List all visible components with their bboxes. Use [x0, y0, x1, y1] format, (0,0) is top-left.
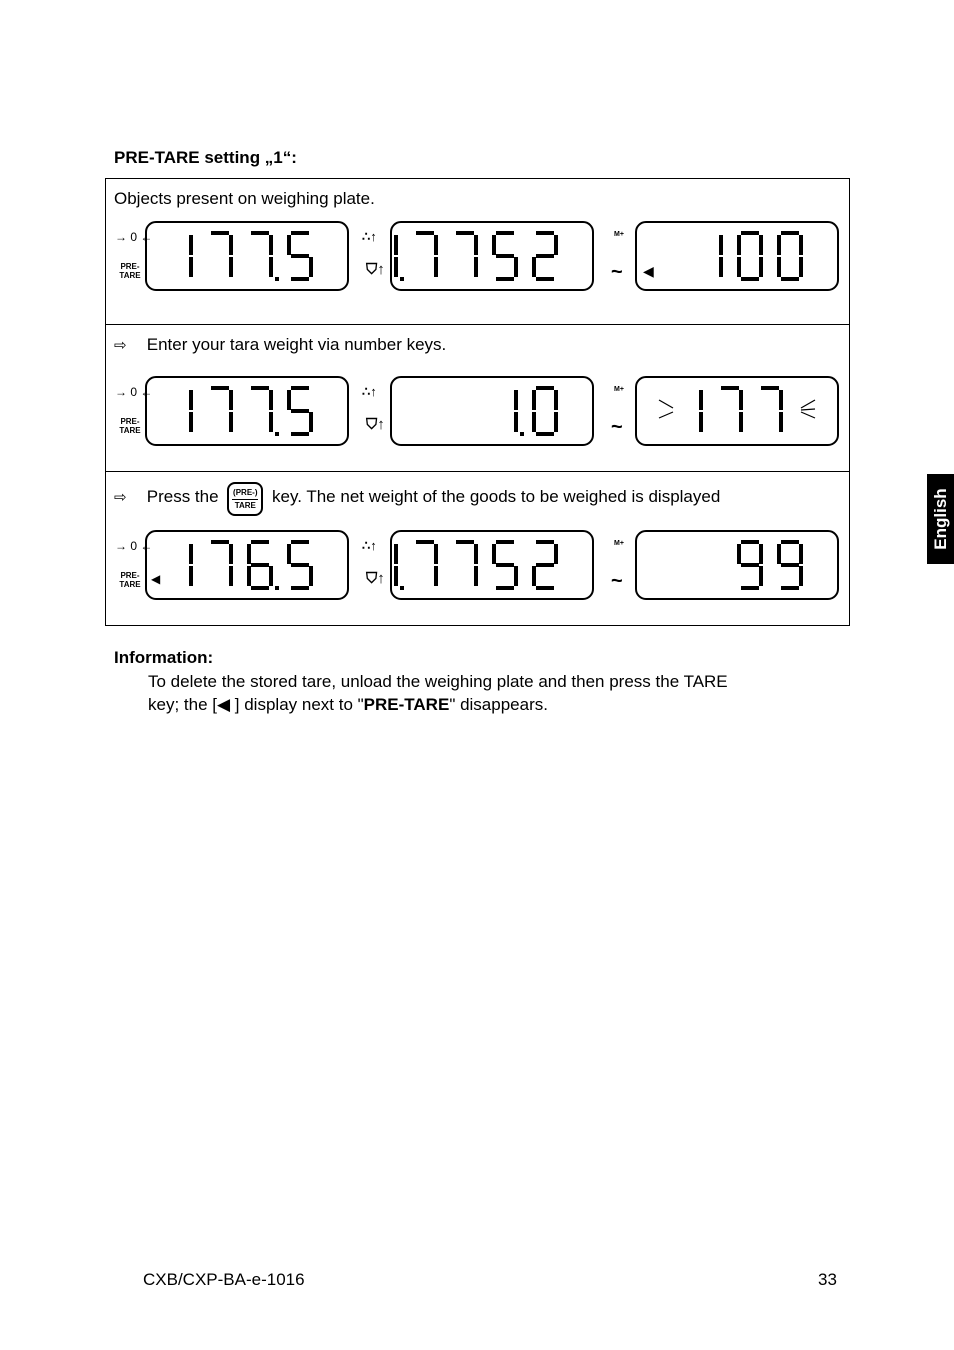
- language-side-tab: [927, 474, 954, 564]
- unit-weight-readout: [372, 226, 572, 286]
- segment-c: [394, 257, 398, 277]
- segment-a: [291, 540, 309, 544]
- segment-a: [291, 386, 309, 390]
- segment-f: [492, 544, 496, 564]
- weight-readout: [167, 381, 327, 441]
- digit-7: [456, 231, 478, 277]
- digit-0: [737, 231, 763, 281]
- segment-a: [251, 231, 269, 235]
- segment-f: [777, 544, 781, 564]
- count-display: [635, 376, 839, 446]
- segment-g: [251, 563, 269, 567]
- segment-d: [536, 432, 554, 436]
- segment-c: [189, 566, 193, 586]
- segment-c: [779, 412, 783, 432]
- segment-c: [269, 412, 273, 432]
- pretare-label-line2: TARE: [119, 426, 141, 435]
- segment-a: [211, 386, 229, 390]
- digit-1: [394, 235, 404, 281]
- pretare-active-marker-icon: ◀: [151, 572, 161, 586]
- piece-count-icon: ∴↑: [362, 538, 377, 553]
- segment-b: [779, 390, 783, 410]
- row-3-text-post: key. The net weight of the goods to be weighed is displayed: [272, 487, 721, 506]
- segment-c: [434, 566, 438, 586]
- digit-1: [719, 235, 723, 277]
- digit-1: [514, 390, 524, 436]
- zero-indicator-label: → 0 ←: [115, 385, 153, 399]
- segment-d: [496, 586, 514, 590]
- segment-c: [474, 566, 478, 586]
- digit-9: [737, 540, 763, 590]
- segment-b: [394, 235, 398, 255]
- segment-b: [434, 544, 438, 564]
- information-text: [148, 670, 848, 716]
- segment-b: [189, 390, 193, 410]
- information-line-1: To delete the stored tare, unload the weighing plate and then press the TARE: [148, 672, 728, 691]
- segment-a: [496, 540, 514, 544]
- reference-weight-icon: ⛉↑: [366, 416, 385, 433]
- memory-plus-label: M+: [614, 386, 624, 393]
- unit-weight-display: [390, 530, 594, 600]
- segment-b: [554, 235, 558, 255]
- segment-a: [251, 386, 269, 390]
- segment-b: [719, 235, 723, 255]
- piece-count-icon: ∴↑: [362, 384, 377, 399]
- segment-e: [247, 566, 251, 586]
- document-code: CXB/CXP-BA-e-1016: [143, 1270, 305, 1289]
- segment-c: [269, 566, 273, 586]
- segment-g: [291, 409, 309, 413]
- segment-c: [309, 257, 313, 277]
- segment-b: [554, 390, 558, 410]
- segment-b: [474, 235, 478, 255]
- segment-f: [492, 235, 496, 255]
- pretare-indicator-label: [116, 417, 144, 435]
- segment-f: [247, 544, 251, 564]
- pre-tare-key-icon: [227, 482, 263, 516]
- blink-mark: [801, 412, 815, 418]
- segment-c: [229, 257, 233, 277]
- decimal-point: [400, 277, 404, 281]
- weight-display: [145, 376, 349, 446]
- segment-e: [532, 566, 536, 586]
- segment-g: [741, 563, 759, 567]
- digit-7: [211, 540, 233, 586]
- segment-f: [287, 235, 291, 255]
- digit-7: [416, 231, 438, 277]
- digit-0: [532, 386, 558, 436]
- segment-b: [269, 390, 273, 410]
- segment-g: [781, 563, 799, 567]
- segment-a: [741, 231, 759, 235]
- information-line-2: key; the [◀ ] display next to "PRE-TARE" disappears.: [148, 695, 548, 714]
- segment-g: [536, 563, 554, 567]
- segment-c: [229, 566, 233, 586]
- segment-g: [291, 254, 309, 258]
- segment-b: [759, 544, 763, 564]
- pretare-label-line2: TARE: [119, 271, 141, 280]
- digit-5: [492, 231, 518, 281]
- segment-a: [291, 231, 309, 235]
- pretare-marker-icon: ◀: [216, 695, 231, 714]
- segment-b: [799, 544, 803, 564]
- segment-a: [536, 540, 554, 544]
- language-side-tab-label: English: [930, 488, 950, 550]
- segment-g: [291, 563, 309, 567]
- segment-d: [781, 277, 799, 281]
- digit-5: [287, 386, 313, 436]
- digit-9: [777, 540, 803, 590]
- segment-b: [269, 235, 273, 255]
- segment-e: [777, 257, 781, 277]
- segment-a: [536, 231, 554, 235]
- digit-1: [394, 544, 404, 590]
- stability-tilde-icon: ~: [611, 261, 623, 283]
- segment-g: [536, 254, 554, 258]
- pre-tare-key-line1: (PRE-): [232, 486, 258, 500]
- segment-e: [532, 257, 536, 277]
- segment-f: [737, 544, 741, 564]
- digit-0: [777, 231, 803, 281]
- segment-d: [741, 586, 759, 590]
- digit-5: [287, 231, 313, 281]
- arrow-right-icon: ⇨: [114, 489, 127, 506]
- segment-b: [229, 235, 233, 255]
- decimal-point: [400, 586, 404, 590]
- segment-c: [269, 257, 273, 277]
- segment-c: [514, 412, 518, 432]
- pretare-indicator-label: [116, 571, 144, 589]
- segment-a: [741, 540, 759, 544]
- segment-d: [536, 586, 554, 590]
- segment-c: [514, 566, 518, 586]
- segment-a: [781, 231, 799, 235]
- segment-a: [496, 231, 514, 235]
- digit-2: [532, 231, 558, 281]
- segment-d: [251, 586, 269, 590]
- segment-b: [699, 390, 703, 410]
- segment-f: [737, 235, 741, 255]
- segment-c: [189, 257, 193, 277]
- digit-1: [699, 390, 703, 432]
- segment-c: [474, 257, 478, 277]
- segment-b: [514, 390, 518, 410]
- digit-7: [456, 540, 478, 586]
- weight-display: [145, 221, 349, 291]
- unit-weight-display: [390, 221, 594, 291]
- segment-b: [229, 544, 233, 564]
- segment-c: [799, 257, 803, 277]
- row-2-text: Enter your tara weight via number keys.: [146, 335, 447, 354]
- segment-c: [514, 257, 518, 277]
- segment-b: [229, 390, 233, 410]
- decimal-point: [275, 586, 279, 590]
- segment-b: [394, 544, 398, 564]
- count-readout: [697, 226, 817, 286]
- digit-1: [189, 544, 193, 586]
- digit-1: [189, 235, 193, 277]
- pretare-label-line1: PRE-: [120, 571, 140, 580]
- count-marker-icon: ◀: [643, 263, 654, 279]
- page-heading: PRE-TARE setting „1“:: [114, 148, 297, 167]
- segment-c: [759, 257, 763, 277]
- count-display: [635, 530, 839, 600]
- segment-a: [721, 386, 739, 390]
- segment-b: [434, 235, 438, 255]
- segment-a: [211, 231, 229, 235]
- unit-weight-readout: [372, 535, 572, 595]
- segment-d: [291, 277, 309, 281]
- information-title: Information:: [114, 648, 214, 667]
- weight-display: [145, 530, 349, 600]
- unit-weight-display: [390, 376, 594, 446]
- segment-b: [474, 544, 478, 564]
- segment-c: [309, 566, 313, 586]
- segment-c: [189, 412, 193, 432]
- segment-f: [532, 390, 536, 410]
- row-divider: [106, 324, 849, 325]
- segment-c: [434, 257, 438, 277]
- stability-tilde-icon: ~: [611, 570, 623, 592]
- segment-d: [291, 586, 309, 590]
- segment-a: [416, 231, 434, 235]
- digit-7: [251, 386, 279, 436]
- segment-a: [781, 540, 799, 544]
- segment-a: [251, 540, 269, 544]
- pre-tare-key-line2: TARE: [234, 501, 256, 510]
- segment-b: [799, 235, 803, 255]
- segment-g: [496, 254, 514, 258]
- segment-d: [291, 432, 309, 436]
- reference-weight-icon: ⛉↑: [366, 261, 385, 278]
- segment-d: [741, 277, 759, 281]
- digit-7: [251, 231, 279, 281]
- arrow-right-icon: ⇨: [114, 337, 127, 354]
- segment-f: [777, 235, 781, 255]
- zero-indicator-label: → 0 ←: [115, 230, 153, 244]
- reference-weight-icon: ⛉↑: [366, 570, 385, 587]
- blink-mark: [659, 400, 673, 408]
- digit-6: [247, 540, 279, 590]
- row-3-text-pre: Press the: [146, 487, 219, 506]
- segment-e: [532, 412, 536, 432]
- stability-tilde-icon: ~: [611, 416, 623, 438]
- pretare-label-line2: TARE: [119, 580, 141, 589]
- digit-7: [416, 540, 438, 586]
- piece-count-icon: ∴↑: [362, 229, 377, 244]
- blink-mark: [801, 400, 815, 408]
- digit-7: [761, 386, 783, 432]
- segment-d: [781, 586, 799, 590]
- digit-1: [189, 390, 193, 432]
- segment-b: [739, 390, 743, 410]
- row-2-instruction: [114, 335, 446, 355]
- blink-mark: [659, 412, 673, 418]
- segment-c: [229, 412, 233, 432]
- digit-7: [211, 231, 233, 277]
- pretare-label-line1: PRE-: [120, 417, 140, 426]
- pretare-label-line1: PRE-: [120, 262, 140, 271]
- digit-7: [721, 386, 743, 432]
- decimal-point: [520, 432, 524, 436]
- digit-7: [211, 386, 233, 432]
- count-readout: [737, 535, 817, 595]
- segment-c: [719, 257, 723, 277]
- weight-readout: [167, 226, 327, 286]
- digit-2: [532, 540, 558, 590]
- segment-f: [287, 544, 291, 564]
- segment-c: [309, 412, 313, 432]
- segment-b: [554, 544, 558, 564]
- pretare-indicator-label: [116, 262, 144, 280]
- decimal-point: [275, 277, 279, 281]
- row-1-text: Objects present on weighing plate.: [114, 189, 375, 208]
- segment-b: [759, 235, 763, 255]
- segment-a: [456, 231, 474, 235]
- segment-a: [211, 540, 229, 544]
- segment-d: [536, 277, 554, 281]
- segment-c: [759, 566, 763, 586]
- decimal-point: [275, 432, 279, 436]
- segment-d: [496, 277, 514, 281]
- segment-b: [189, 544, 193, 564]
- segment-b: [189, 235, 193, 255]
- digit-5: [492, 540, 518, 590]
- segment-c: [554, 412, 558, 432]
- segment-a: [456, 540, 474, 544]
- segment-a: [536, 386, 554, 390]
- blink-mark: [801, 409, 815, 410]
- memory-plus-label: M+: [614, 231, 624, 238]
- segment-c: [394, 566, 398, 586]
- unit-weight-readout: [492, 381, 572, 441]
- segment-e: [737, 257, 741, 277]
- weight-readout: [167, 535, 327, 595]
- segment-f: [287, 390, 291, 410]
- segment-g: [496, 563, 514, 567]
- row-3-instruction: [114, 482, 720, 516]
- segment-a: [761, 386, 779, 390]
- segment-c: [799, 566, 803, 586]
- memory-plus-label: M+: [614, 540, 624, 547]
- segment-c: [739, 412, 743, 432]
- count-display: [635, 221, 839, 291]
- row-divider: [106, 471, 849, 472]
- zero-indicator-label: → 0 ←: [115, 539, 153, 553]
- page-number: 33: [818, 1270, 837, 1289]
- segment-a: [416, 540, 434, 544]
- count-readout: [657, 381, 817, 441]
- segment-c: [699, 412, 703, 432]
- digit-5: [287, 540, 313, 590]
